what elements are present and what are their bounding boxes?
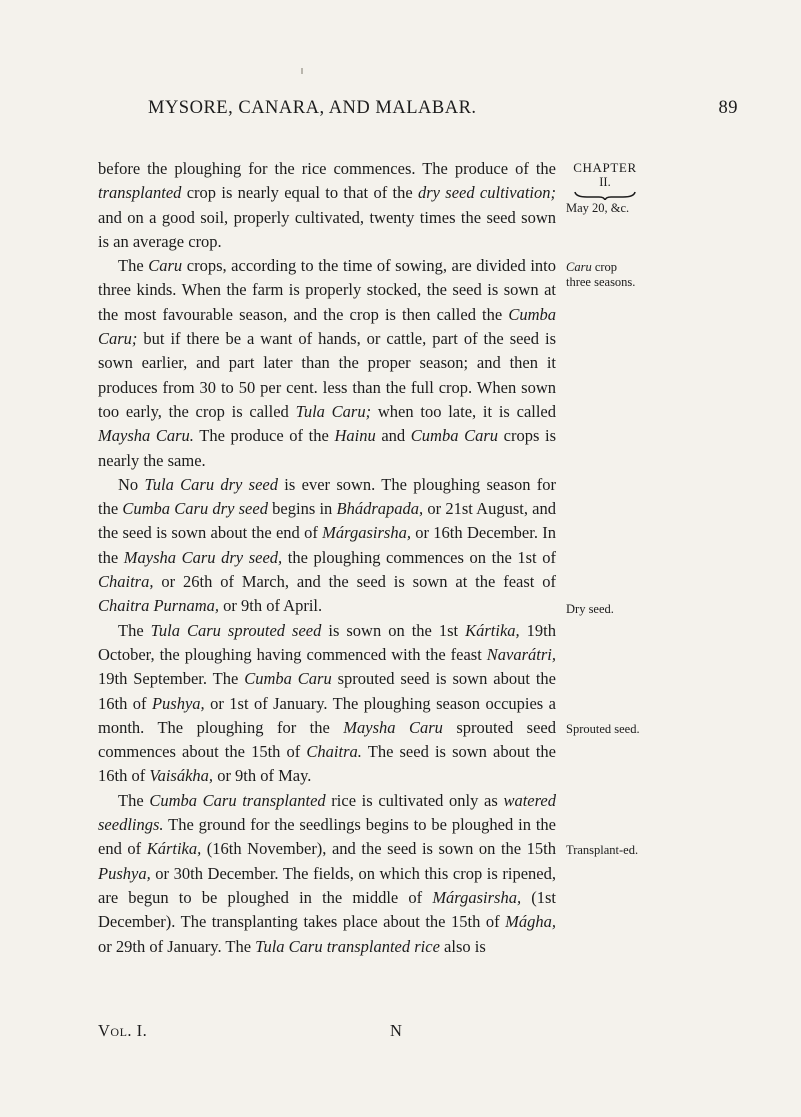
paragraph-2: The Caru crops, according to the time of sowing, are divided into three kinds. When the farm is properly stocked, the seed is sown at the most favourable season, and the crop is then called the Cumba Caru; but if there be a want of hands, or cattle, part of the seed is sown earlier, and part later than the proper season; and then it produces from 30 to 50 per cent. less than the full crop. When sown too early, the crop is called Tula Caru; when too late, it is called Maysha Caru. The produce of the Hainu and Cumba Caru crops is nearly the same. [98, 256, 557, 470]
marginal-date: May 20, &c. [566, 201, 630, 215]
paragraph-5: The Cumba Caru transplanted rice is cultivated only as watered seedlings. The ground for the seedlings begins to be ploughed in the end of Kártika, (16th November), and the seed is sown on the 15th Pushya, or 30th December. The fields, on which this crop is ripened, are begun to be ploughed in the middle of Márgasirsha, (1st December). The transplanting takes place about the 15th of Mágha, or 29th of January. The Tula Caru transplanted rice also is [98, 790, 557, 956]
paragraph-3: No Tula Caru dry seed is ever sown. The ploughing season for the Cumba Caru dry seed begins in Bhádrapada, or 21st August, and the seed is sown about the end of Márgasirsha, or 16th December. In the Maysha Caru dry seed, the ploughing commences on the 1st of Chaitra, or 26th of March, and the seed is sown at the feast of Chaitra Purnama, or 9th of April. [98, 474, 557, 616]
paragraph-4: The Tula Caru sprouted seed is sown on the 1st Kártika, 19th October, the ploughing having commenced with the feast Navarátri, 19th September. The Cumba Caru sprouted seed is sown about the 16th of Pushya, or 1st of January. The ploughing season occupies a month. The ploughing for the Maysha Caru sprouted seed commences about the 15th of Chaitra. The seed is sown about the 16th of Vaisákha, or 9th of May. [98, 620, 557, 786]
signature-mark: N [390, 1021, 402, 1040]
main-text [98, 157, 556, 959]
chapter-number: II. [599, 175, 611, 189]
paragraph-1: before the ploughing for the rice commences. The produce of the transplanted crop is nearly equal to that of the dry seed cultivation; and on a good soil, properly cultivated, twenty times the seed sown is an average crop. [98, 159, 556, 251]
marginal-sprouted-seed: Sprouted seed. [566, 722, 640, 736]
volume-label: Vol. I. [98, 1021, 148, 1040]
chapter-label: CHAPTER [573, 160, 637, 175]
page-number: 89 [718, 98, 738, 118]
print-speck [301, 68, 303, 74]
marginal-dry-seed: Dry seed. [566, 602, 614, 616]
running-title: MYSORE, CANARA, AND MALABAR. [148, 98, 477, 118]
chapter-marginal [566, 160, 644, 216]
marginal-caru-crop: Caru crop three seasons. [566, 260, 636, 289]
marginal-transplanted: Transplant-ed. [566, 843, 639, 857]
brace-ornament [573, 190, 637, 200]
